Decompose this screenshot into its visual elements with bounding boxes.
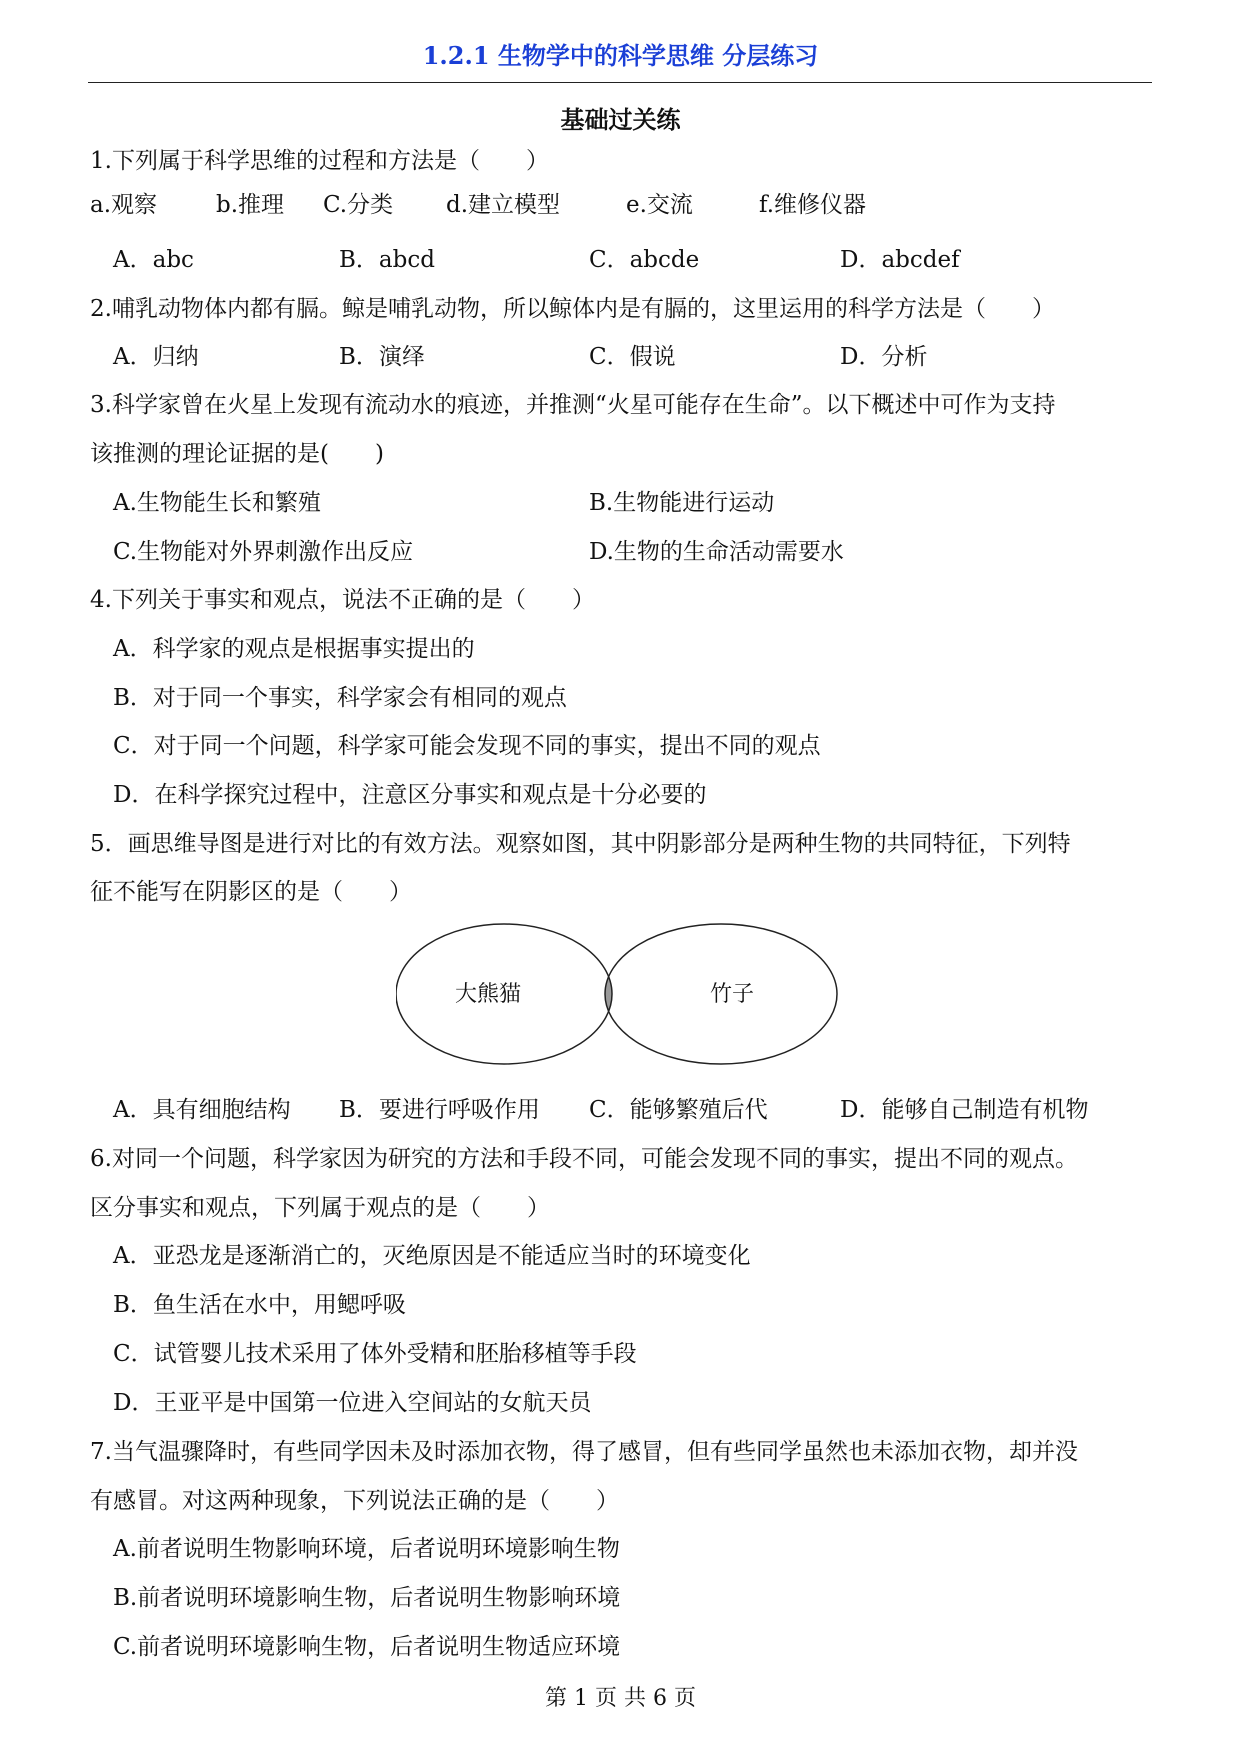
q6-option-a: A．亚恐龙是逐渐消亡的，灭绝原因是不能适应当时的环境变化 — [113, 1243, 751, 1269]
q4-option-d: D．在科学探究过程中，注意区分事实和观点是十分必要的 — [113, 782, 707, 808]
question-4-stem: 4.下列关于事实和观点，说法不正确的是（ ） — [90, 587, 595, 613]
question-5-stem-line-2: 征不能写在阴影区的是（ ） — [90, 879, 412, 905]
q4-option-b: B．对于同一个事实，科学家会有相同的观点 — [113, 685, 567, 711]
section-title: 基础过关练 — [560, 105, 681, 134]
venn-diagram — [396, 922, 846, 1066]
question-6-stem-line-2: 区分事实和观点，下列属于观点的是（ ） — [90, 1195, 550, 1221]
q3-option-a: A.生物能生长和繁殖 — [113, 490, 321, 516]
q6-option-d: D．王亚平是中国第一位进入空间站的女航天员 — [113, 1390, 592, 1416]
q5-option-b: B．要进行呼吸作用 — [339, 1097, 540, 1123]
q2-option-c: C．假说 — [589, 344, 676, 370]
header-divider — [88, 82, 1152, 83]
q5-option-d: D．能够自己制造有机物 — [840, 1097, 1089, 1123]
question-3-stem-line-2: 该推测的理论证据的是( ) — [90, 441, 384, 467]
q1-option-c: C．abcde — [589, 247, 700, 273]
q7-option-b: B.前者说明环境影响生物，后者说明生物影响环境 — [113, 1585, 621, 1611]
q4-option-c: C．对于同一个问题，科学家可能会发现不同的事实，提出不同的观点 — [113, 733, 821, 759]
q1-item-c: C.分类 — [323, 192, 394, 218]
question-3-stem-line-1: 3.科学家曾在火星上发现有流动水的痕迹，并推测“火星可能存在生命”。以下概述中可作为支持 — [90, 392, 1056, 418]
q5-option-a: A．具有细胞结构 — [113, 1097, 291, 1123]
venn-left-label: 大熊猫 — [454, 982, 522, 1007]
question-5-stem-line-1: 5．画思维导图是进行对比的有效方法。观察如图，其中阴影部分是两种生物的共同特征，下列特 — [90, 831, 1071, 857]
q3-option-d: D.生物的生命活动需要水 — [589, 539, 844, 565]
q1-item-f: f.维修仪器 — [759, 192, 867, 218]
q6-option-b: B．鱼生活在水中，用鳃呼吸 — [113, 1292, 406, 1318]
question-7-stem-line-1: 7.当气温骤降时，有些同学因未及时添加衣物，得了感冒，但有些同学虽然也未添加衣物，却并没 — [90, 1439, 1078, 1465]
q1-item-e: e.交流 — [626, 192, 693, 218]
document-title: 1.2.1 生物学中的科学思维 分层练习 — [422, 41, 819, 70]
question-6-stem-line-1: 6.对同一个问题，科学家因为研究的方法和手段不同，可能会发现不同的事实，提出不同的观点。 — [90, 1146, 1078, 1172]
q1-option-a: A．abc — [113, 247, 194, 273]
question-2-stem: 2.哺乳动物体内都有膈。鲸是哺乳动物，所以鲸体内是有膈的，这里运用的科学方法是（ ） — [90, 296, 1055, 322]
q2-option-a: A．归纳 — [113, 344, 199, 370]
question-1-stem: 1.下列属于科学思维的过程和方法是（ ） — [90, 148, 549, 174]
q1-item-d: d.建立模型 — [446, 192, 561, 218]
q1-option-d: D．abcdef — [840, 247, 960, 273]
q3-option-b: B.生物能进行运动 — [589, 490, 775, 516]
question-7-stem-line-2: 有感冒。对这两种现象，下列说法正确的是（ ） — [90, 1488, 619, 1514]
q1-option-b: B．abcd — [339, 247, 435, 273]
q2-option-d: D．分析 — [840, 344, 928, 370]
venn-right-label: 竹子 — [709, 982, 755, 1007]
q2-option-b: B．演绎 — [339, 344, 425, 370]
q7-option-a: A.前者说明生物影响环境，后者说明环境影响生物 — [113, 1536, 620, 1562]
q1-item-a: a.观察 — [90, 192, 158, 218]
q7-option-c: C.前者说明环境影响生物，后者说明生物适应环境 — [113, 1634, 621, 1660]
page-number-footer: 第 1 页 共 6 页 — [545, 1686, 696, 1711]
q6-option-c: C．试管婴儿技术采用了体外受精和胚胎移植等手段 — [113, 1341, 637, 1367]
q4-option-a: A．科学家的观点是根据事实提出的 — [113, 636, 475, 662]
q3-option-c: C.生物能对外界刺激作出反应 — [113, 539, 414, 565]
q1-item-b: b.推理 — [216, 192, 285, 218]
q5-option-c: C．能够繁殖后代 — [589, 1097, 768, 1123]
